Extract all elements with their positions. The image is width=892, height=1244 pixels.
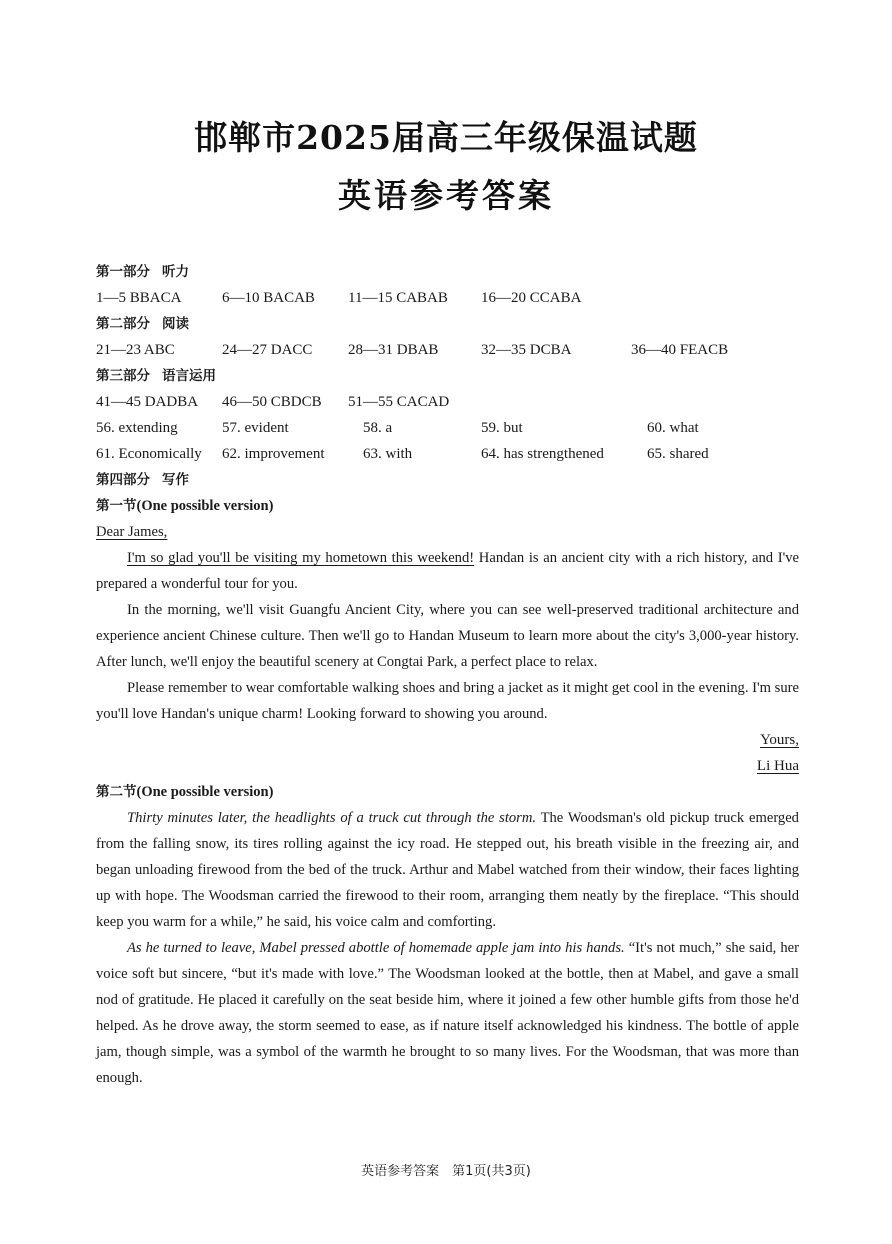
answer-group: 6—10 BACAB <box>222 290 315 306</box>
fill-answer: 57. evident <box>222 420 289 436</box>
answer-group: 36—40 FEACB <box>631 342 729 358</box>
part2-answers <box>96 337 799 363</box>
salutation-text: Dear James, <box>96 524 168 540</box>
answer-group: 24—27 DACC <box>222 342 313 358</box>
letter-paragraph-1 <box>96 545 799 597</box>
page-title: 邯郸市2025届高三年级保温试题 <box>194 118 698 157</box>
part1-heading <box>96 259 799 285</box>
letter-salutation <box>96 519 799 545</box>
fill-answer: 64. has strengthened <box>481 446 604 462</box>
section2-heading-en: (One possible version) <box>136 784 274 800</box>
part2-label: 第二部分 <box>96 316 150 332</box>
section1-heading-cn: 第一节 <box>96 498 137 514</box>
part3-mc-answers <box>96 389 799 415</box>
part3-fill-row-2 <box>96 441 799 467</box>
signature-text: Li Hua <box>756 758 799 774</box>
fill-answer: 61. Economically <box>96 446 202 462</box>
section2-heading <box>96 779 799 805</box>
answer-group: 51—55 CACAD <box>348 394 450 410</box>
answer-group: 11—15 CABAB <box>348 290 448 306</box>
story-paragraph-2-prompt: As he turned to leave, Mabel pressed abottle of homemade apple jam into his hands. <box>127 940 625 956</box>
part1-name: 听力 <box>162 264 189 280</box>
page-subtitle: 英语参考答案 <box>338 176 554 215</box>
part4-heading <box>96 467 799 493</box>
part4-name: 写作 <box>162 472 189 488</box>
part1-answers <box>96 285 799 311</box>
fill-answer: 65. shared <box>647 446 709 462</box>
part2-heading <box>96 311 799 337</box>
part3-heading <box>96 363 799 389</box>
section2-heading-cn: 第二节 <box>96 784 137 800</box>
part3-fill-row-1 <box>96 415 799 441</box>
closing-text: Yours, <box>760 732 799 748</box>
answer-group: 1—5 BBACA <box>96 290 182 306</box>
answer-content <box>96 259 799 1091</box>
letter-paragraph-3: Please remember to wear comfortable walking shoes and bring a jacket as it might get cool in the evening. I'm sure you'll love Handan's unique charm! Looking forward to showing you around. <box>96 680 799 722</box>
part3-label: 第三部分 <box>96 368 150 384</box>
story-paragraph-1 <box>96 805 799 935</box>
answer-group: 21—23 ABC <box>96 342 175 358</box>
fill-answer: 56. extending <box>96 420 178 436</box>
part4-label: 第四部分 <box>96 472 150 488</box>
answer-group: 32—35 DCBA <box>481 342 572 358</box>
story-paragraph-1-prompt: Thirty minutes later, the headlights of a truck cut through the storm. <box>127 810 537 826</box>
part2-name: 阅读 <box>162 316 189 332</box>
letter-signature <box>96 753 799 779</box>
fill-answer: 59. but <box>481 420 523 436</box>
letter-paragraph-1-text: Handan is an ancient city with a rich history, and I've prepared a wonderful tour for you. <box>96 550 799 592</box>
letter-opening-sentence: I'm so glad you'll be visiting my hometown this weekend! <box>127 550 475 566</box>
page-footer: 英语参考答案 第1页(共3页) <box>361 1164 531 1179</box>
answer-group: 16—20 CCABA <box>481 290 582 306</box>
fill-answer: 62. improvement <box>222 446 325 462</box>
part1-label: 第一部分 <box>96 264 150 280</box>
fill-answer: 63. with <box>363 446 413 462</box>
letter-paragraph-2: In the morning, we'll visit Guangfu Ancient City, where you can see well-preserved traditional architecture and experience ancient Chinese culture. Then we'll go to Handan Museum to learn more about the city's 3,000-year history. After lunch, we'll enjoy the beautiful scenery at Congtai Park, a perfect place to relax. <box>96 602 799 670</box>
part3-name: 语言运用 <box>162 368 216 384</box>
story-paragraph-1-text: The Woodsman's old pickup truck emerged from the falling snow, its tires rolling against the icy road. He stepped out, his breath visible in the freezing air, and began unloading firewood from the bed of the truck. Arthur and Mabel watched from their window, their faces lighting up with hope. The Woodsman carried the firewood to their room, arranging them neatly by the fireplace. “This should keep you warm for a while,” he said, his voice calm and comforting. <box>96 810 799 930</box>
fill-answer: 60. what <box>647 420 699 436</box>
story-paragraph-2-text: “It's not much,” she said, her voice soft but sincere, “but it's made with love.” The Woodsman looked at the bottle, then at Mabel, and gave a small nod of gratitude. He placed it carefully on the seat beside him, where it joined a few other humble gifts from those he'd helped. As he drove away, the storm seemed to ease, as if nature itself acknowledged his kindness. The bottle of apple jam, though simple, was a symbol of the warmth he brought to so many lives. For the Woodsman, that was more than enough. <box>96 940 799 1086</box>
section1-heading <box>96 493 799 519</box>
answer-group: 46—50 CBDCB <box>222 394 322 410</box>
story-paragraph-2 <box>96 935 799 1091</box>
answer-group: 41—45 DADBA <box>96 394 199 410</box>
letter-closing <box>96 727 799 753</box>
section1-heading-en: (One possible version) <box>136 498 274 514</box>
answer-group: 28—31 DBAB <box>348 342 439 358</box>
fill-answer: 58. a <box>363 420 393 436</box>
